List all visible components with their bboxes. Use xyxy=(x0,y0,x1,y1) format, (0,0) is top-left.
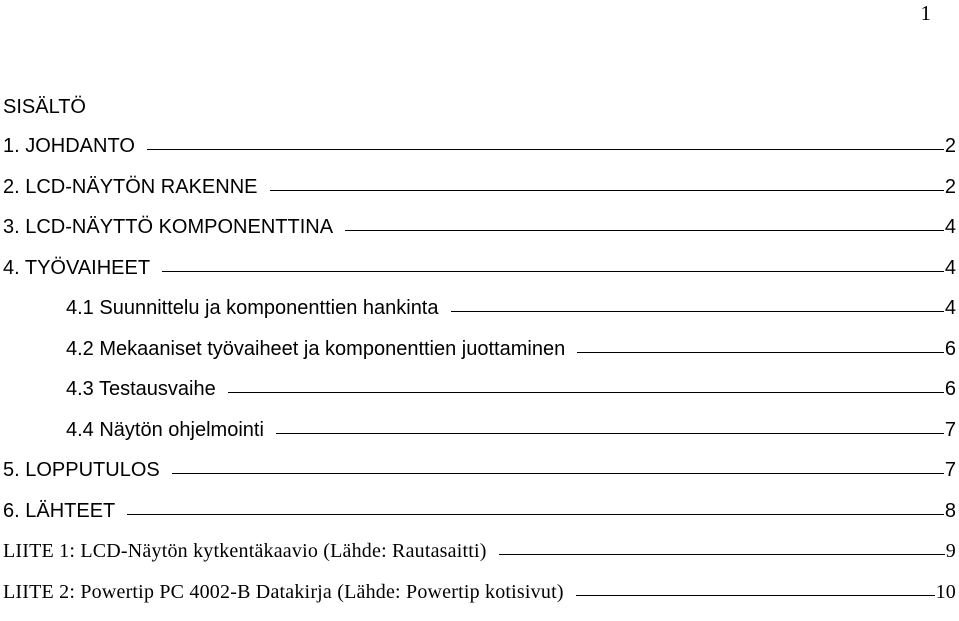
toc-entry-page: 6 xyxy=(945,378,956,401)
toc-entry-page: 8 xyxy=(945,500,956,523)
table-of-contents xyxy=(3,135,956,621)
toc-leader-line xyxy=(577,351,944,353)
toc-entry-suunnittelu[interactable] xyxy=(3,297,956,338)
toc-leader-line xyxy=(345,229,944,231)
toc-leader-line xyxy=(276,432,944,434)
toc-entry-page: 2 xyxy=(945,135,956,158)
toc-entry-mekaaniset-tyovaiheet[interactable] xyxy=(3,338,956,379)
page-number: 1 xyxy=(921,1,932,25)
toc-entry-lcd-naytto-komponenttina[interactable] xyxy=(3,216,956,257)
toc-entry-title: 4. TYÖVAIHEET xyxy=(3,257,150,280)
toc-entry-page: 9 xyxy=(946,540,956,563)
toc-entry-title: LIITE 2: Powertip PC 4002-B Datakirja (Lähde: Powertip kotisivut) xyxy=(3,581,564,604)
toc-entry-page: 4 xyxy=(945,297,956,320)
toc-leader-line xyxy=(499,553,945,555)
toc-entry-title: 6. LÄHTEET xyxy=(3,500,115,523)
toc-entry-title: 4.3 Testausvaihe xyxy=(66,378,216,401)
toc-entry-title: LIITE 1: LCD-Näytön kytkentäkaavio (Lähde: Rautasaitti) xyxy=(3,540,487,563)
toc-leader-line xyxy=(127,513,944,515)
toc-entry-nayton-ohjelmointi[interactable] xyxy=(3,419,956,460)
toc-entry-title: 4.2 Mekaaniset työvaiheet ja komponenttien juottaminen xyxy=(66,338,565,361)
toc-entry-testausvaihe[interactable] xyxy=(3,378,956,419)
toc-entry-title: 5. LOPPUTULOS xyxy=(3,459,160,482)
toc-entry-liite-1[interactable] xyxy=(3,540,956,581)
toc-entry-liite-2[interactable] xyxy=(3,581,956,621)
toc-entry-lcd-nayton-rakenne[interactable] xyxy=(3,176,956,217)
toc-entry-title: 3. LCD-NÄYTTÖ KOMPONENTTINA xyxy=(3,216,333,239)
toc-entry-page: 4 xyxy=(945,257,956,280)
toc-leader-line xyxy=(147,148,944,150)
toc-entry-tyovaiheet[interactable] xyxy=(3,257,956,298)
toc-heading: SISÄLTÖ xyxy=(3,95,86,119)
toc-leader-line xyxy=(270,189,944,191)
toc-entry-page: 7 xyxy=(945,459,956,482)
toc-entry-title: 2. LCD-NÄYTÖN RAKENNE xyxy=(3,176,258,199)
toc-entry-page: 4 xyxy=(945,216,956,239)
toc-entry-lahteet[interactable] xyxy=(3,500,956,541)
toc-entry-page: 2 xyxy=(945,176,956,199)
toc-entry-title: 1. JOHDANTO xyxy=(3,135,135,158)
toc-entry-page: 10 xyxy=(936,581,956,604)
toc-leader-line xyxy=(451,310,944,312)
toc-leader-line xyxy=(162,270,944,272)
toc-entry-page: 7 xyxy=(945,419,956,442)
toc-leader-line xyxy=(228,391,944,393)
toc-entry-johdanto[interactable] xyxy=(3,135,956,176)
toc-entry-title: 4.1 Suunnittelu ja komponenttien hankinta xyxy=(66,297,439,320)
toc-entry-page: 6 xyxy=(945,338,956,361)
toc-leader-line xyxy=(576,594,935,596)
toc-entry-lopputulos[interactable] xyxy=(3,459,956,500)
toc-entry-title: 4.4 Näytön ohjelmointi xyxy=(66,419,264,442)
toc-leader-line xyxy=(172,472,944,474)
